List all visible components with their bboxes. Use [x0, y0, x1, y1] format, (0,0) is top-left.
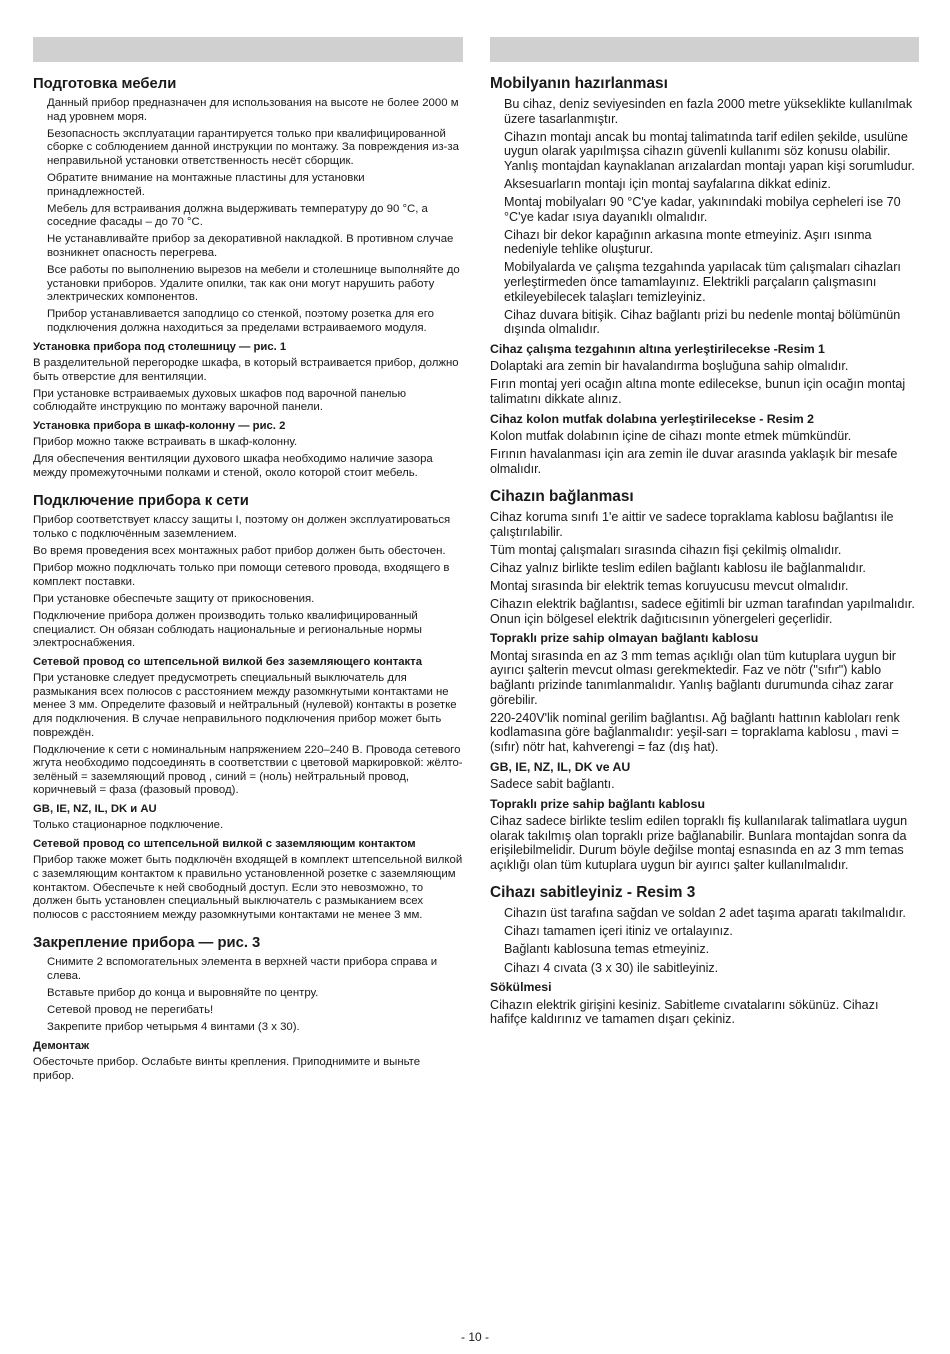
section-title-furniture: Mobilyanın hazırlanması [490, 75, 668, 92]
list-item: Cihazın üst tarafına sağdan ve soldan 2 adet taşıma aparatı takılmalıdır. [504, 906, 906, 921]
paragraph: Montaj sırasında en az 3 mm temas açıklığı olan tüm kutuplara uygun bir ayırıcı şalterin mevcut olması gerekmektedir. Faz ve nötr ("sıfır") kablo bağlantı prizinde tanımlanmalıdır. Yanlış bağlantı durumunda cihaz zarar görebilir. [490, 648, 896, 707]
paragraph: Прибор также может быть подключён входящей в комплект штепсельной вилкой с заземляющим контактом к правильно установленной розетке с заземляющим контактом. Обеспечьте к ней свободный доступ. Если это невозможно, то должен быть установлен специальный выключатель с размыканием всех полюсов с расстоянием между разомкнутыми контактами не менее 3 мм. [33, 854, 463, 921]
subheading-with-earth: Сетевой провод со штепсельной вилкой с заземляющим контактом [33, 838, 416, 851]
list-item: Снимите 2 вспомогательных элемента в верхней части прибора справа и слева. [47, 956, 438, 983]
paragraph: Только стационарное подключение. [33, 819, 224, 832]
page-number: - 10 - [460, 1330, 489, 1344]
subheading-under-counter: Установка прибора под столешницу — рис. 1 [33, 340, 287, 353]
paragraph: Cihazın montajı ancak bu montaj talimatında tarif edilen şekilde, usulüne uygun olarak yapılmışsa cihazın güvenli kullanımı söz konusu olabilir. Yanlış montajdan kaynaklanan arızalardan montajı yapan kişi sorumludur. [504, 129, 915, 173]
paragraph: Fırın montaj yeri ocağın altına monte edilecekse, bunun için ocağın montaj talimatını dikkate alınız. [490, 377, 906, 406]
list-item: Вставьте прибор до конца и выровняйте по центру. [47, 987, 319, 1000]
paragraph: Montaj mobilyaları 90 °C'ye kadar, yakınındaki mobilya cepheleri ise 70 °C'ye kadar ısıya dayanıklı olmalıdır. [504, 195, 901, 224]
paragraph: Все работы по выполнению вырезов на мебели и столешнице выполняйте до установки приборов. Удалите опилки, так как они могут нарушить работу электрических компонентов. [47, 264, 460, 304]
paragraph: Подключение прибора должен производить только квалифицированный специалист. Он обязан соблюдать национальные и региональные нормы электроснабжения. [33, 610, 422, 650]
paragraph: Dolaptaki ara zemin bir havalandırma boşluğuna sahip olmalıdır. [490, 359, 849, 374]
paragraph: Прибор можно подключать только при помощи сетевого провода, входящего в комплект поставки. [33, 562, 450, 588]
subheading-no-earth: Topraklı prize sahip olmayan bağlantı kablosu [490, 631, 759, 646]
paragraph: При установке обеспечьте защиту от прикосновения. [33, 592, 315, 605]
column-body [490, 75, 919, 1027]
subheading-removal: Sökülmesi [490, 980, 552, 995]
subheading-column-unit: Cihaz kolon mutfak dolabına yerleştirilecekse - Resim 2 [490, 411, 814, 426]
section-header-bar [490, 37, 919, 62]
list-item: Закрепите прибор четырьмя 4 винтами (3 x 30). [47, 1021, 300, 1034]
section-header-bar [33, 37, 463, 62]
list-item: Bağlantı kablosuna temas etmeyiniz. [504, 942, 710, 957]
paragraph: Мебель для встраивания должна выдерживать температуру до 90 °C, а соседние фасады – до 70 °C. [47, 202, 428, 229]
paragraph: Cihaz duvara bitişik. Cihaz bağlantı prizi bu nedenle montaj bölümünün dışında olmalıdır. [504, 307, 901, 337]
paragraph: Fırının havalanması için ara zemin ile duvar arasında yaklaşık bir mesafe olmalıdır. [490, 447, 898, 476]
list-item: Cihazı tamamen içeri itiniz ve ortalayınız. [504, 924, 733, 939]
subheading-column-unit: Установка прибора в шкаф-колонну — рис. 2 [33, 419, 286, 432]
paragraph: Обесточьте прибор. Ослабьте винты крепления. Приподнимите и выньте прибор. [33, 1056, 421, 1082]
section-title-furniture: Подготовка мебели [33, 76, 177, 92]
subheading-under-counter: Cihaz çalışma tezgahının altına yerleştirilecekse -Resim 1 [490, 341, 825, 356]
list-item: Сетевой провод не перегибать! [47, 1004, 214, 1017]
section-title-fixing: Cihazı sabitleyiniz - Resim 3 [490, 884, 696, 902]
paragraph: Tüm montaj çalışmaları sırasında cihazın fişi çekilmiş olmalıdır. [490, 542, 842, 557]
column-russian [33, 37, 463, 1087]
subheading-countries: GB, IE, NZ, IL, DK и AU [33, 803, 157, 816]
paragraph: Aksesuarların montajı için montaj sayfalarına dikkat ediniz. [504, 176, 831, 191]
section-title-connection: Cihazın bağlanması [490, 488, 634, 506]
section-title-connection: Подключение прибора к сети [33, 493, 249, 510]
paragraph: Прибор соответствует классу защиты I, поэтому он должен эксплуатироваться только с подключённым заземлением. [33, 514, 451, 541]
paragraph: Sadece sabit bağlantı. [490, 776, 615, 791]
paragraph: Данный прибор предназначен для использования на высоте не более 2000 м над уровнем моря. [47, 97, 459, 123]
paragraph: Mobilyalarda ve çalışma tezgahında yapılacak tüm çalışmaları cihazları yerleştirmeden önce tamamlayınız. Elektrikli parçaların çalışmasını etkileyebilecek talaşları temizleyiniz. [504, 260, 901, 304]
paragraph: Cihazın elektrik girişini kesiniz. Sabitleme cıvatalarını sökünüz. Cihazı hafifçe kaldırınız ve tamamen dışarı çekiniz. [490, 997, 879, 1027]
column-turkish [490, 37, 919, 1030]
paragraph: Во время проведения всех монтажных работ прибор должен быть обесточен. [33, 545, 446, 558]
paragraph: В разделительной перегородке шкафа, в который встраивается прибор, должно быть отверстие для вентиляции. [33, 356, 459, 383]
paragraph: Не устанавливайте прибор за декоративной накладкой. В противном случае возникнет опасность перегрева. [47, 233, 454, 259]
subheading-no-earth: Сетевой провод со штепсельной вилкой без заземляющего контакта [33, 655, 422, 668]
paragraph: 220-240V'lik nominal gerilim bağlantısı. Ağ bağlantı hattının kabloları renk kodlamasına göre bağlanmalıdır: yeşil-sarı = topraklama kablosu , mavi = (sıfır) nötr hat, kahverengi = faz (dış hat). [490, 710, 900, 754]
section-title-fixing: Закрепление прибора — рис. 3 [33, 935, 261, 952]
subheading-countries: GB, IE, NZ, IL, DK ve AU [490, 759, 631, 774]
paragraph: Безопасность эксплуатации гарантируется только при квалифицированной сборке с соблюдением данной инструкции по монтажу. За повреждения из-за неправильной установки ответственность несёт сборщик. [47, 127, 459, 167]
paragraph: При установке следует предусмотреть специальный выключатель для размыкания всех полюсов с расстоянием между разомкнутыми контактами не менее 3 мм. Определите фазовый и нейтральный (нулевой) контакты в розетке для подключения. В случае неправильного подключения прибор может быть повреждён. [33, 672, 457, 739]
paragraph: Cihazın elektrik bağlantısı, sadece eğitimli bir uzman tarafından yapılmalıdır. Onun için bölgesel elektrik dağıtıcısının yönergeleri geçerlidir. [490, 597, 915, 626]
paragraph: Обратите внимание на монтажные пластины для установки принадлежностей. [47, 171, 365, 198]
paragraph: Подключение к сети с номинальным напряжением 220–240 В. Провода сетевого жгута необходимо подсоединять в соответствии с цветовой маркировкой: жёлто-зелёный = заземляющий провод , синий = (ноль) нейтральный провод, коричневый = фаза (фазовый провод). [33, 743, 463, 797]
paragraph: Прибор устанавливается заподлицо со стенкой, поэтому розетка для его подключения должна находиться за пределами встраиваемого модуля. [47, 308, 434, 334]
paragraph: Cihaz yalnız birlikte teslim edilen bağlantı kablosu ile bağlanmalıdır. [490, 561, 866, 576]
paragraph: Bu cihaz, deniz seviyesinden en fazla 2000 metre yükseklikte kullanılmak üzere tasarlanmıştır. [504, 97, 913, 126]
subheading-removal: Демонтаж [33, 1039, 90, 1052]
paragraph: Cihazı bir dekor kapağının arkasına monte etmeyiniz. Aşırı ısınma nedeniyle tehlike oluşturur. [504, 227, 872, 257]
paragraph: При установке встраиваемых духовых шкафов под варочной панелью соблюдайте инструкцию по монтажу варочной панели. [33, 387, 407, 414]
list-item: Cihazı 4 cıvata (3 x 30) ile sabitleyiniz. [504, 960, 719, 975]
paragraph: Montaj sırasında bir elektrik temas koruyucusu mevcut olmalıdır. [490, 579, 849, 594]
paragraph: Cihaz sadece birlikte teslim edilen topraklı fiş kullanılarak talimatlara uygun olarak takılmış olan topraklı prize bağlanabilir. Bunlara montajdan sonra da erişilebilmelidir. Durum böyle değilse montaj esnasında en az 3 mm temas açıklığı olan tüm kutuplara uygun bir ayırıcı şalter kullanılmalıdır. [490, 813, 908, 872]
column-body [33, 75, 463, 1084]
paragraph: Для обеспечения вентиляции духового шкафа необходимо наличие зазора между промежуточными полками и стеной, около которой стоит мебель. [33, 453, 433, 479]
paragraph: Прибор можно также встраивать в шкаф-колонну. [33, 436, 298, 449]
paragraph: Cihaz koruma sınıfı 1'e aittir ve sadece topraklama kablosu bağlantısı ile çalıştırılabilir. [490, 510, 894, 539]
paragraph: Kolon mutfak dolabının içine de cihazı monte etmek mümkündür. [490, 429, 852, 443]
subheading-with-earth: Topraklı prize sahip bağlantı kablosu [490, 796, 706, 811]
